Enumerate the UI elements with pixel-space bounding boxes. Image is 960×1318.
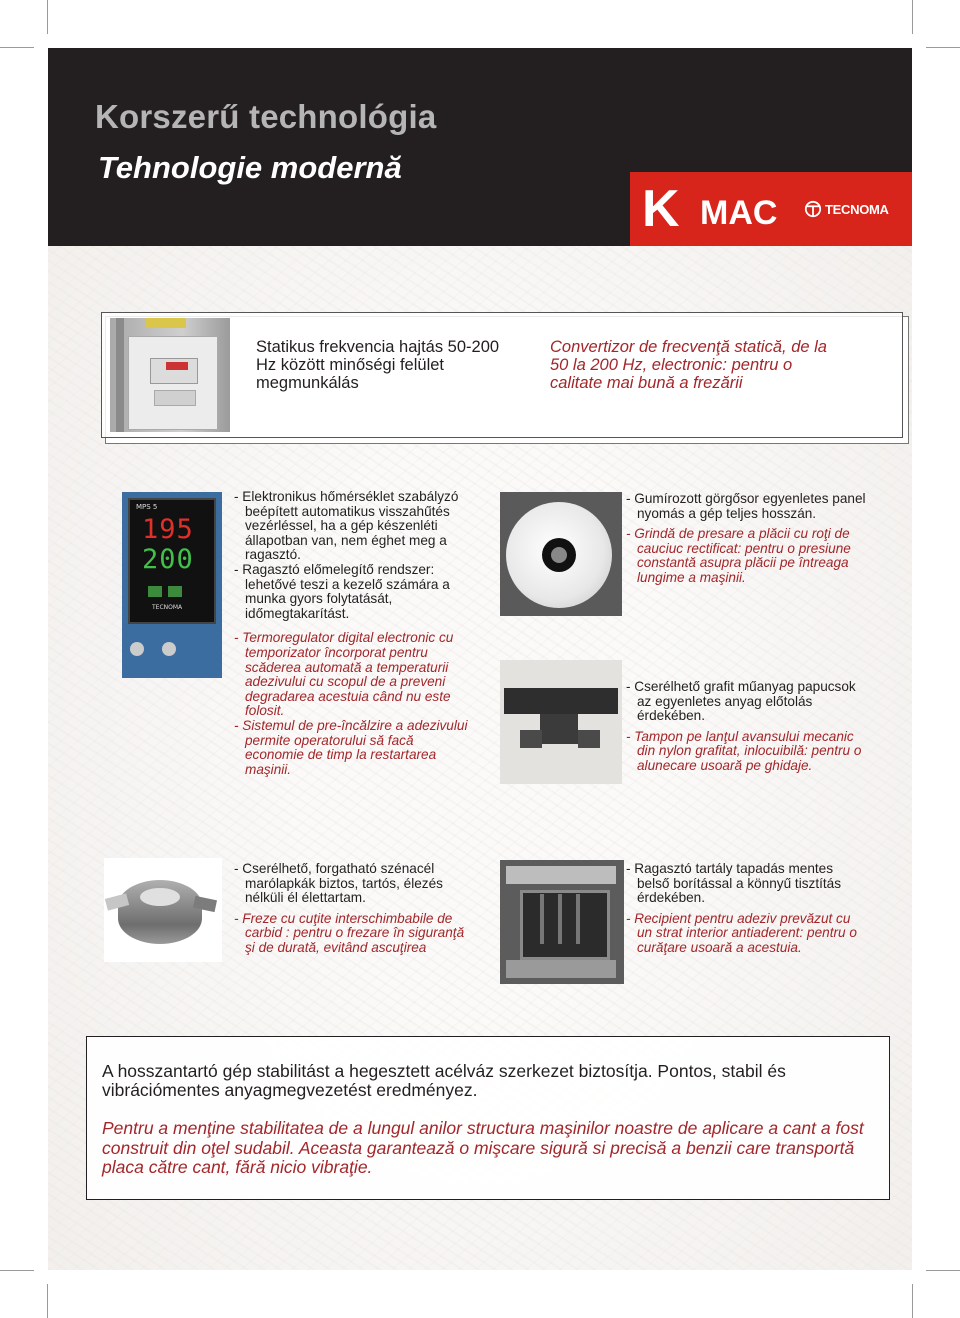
crop-mark xyxy=(926,47,960,48)
graphite-pad-photo xyxy=(500,660,622,784)
pad-ro: - Tampon pe lanţul avansului mecanic din nylon grafitat, inlocuibilă: pentru o alunecare usoară pe ghidaje. xyxy=(626,728,862,773)
crop-mark xyxy=(926,1270,960,1271)
device-model-label: MPS 5 xyxy=(136,503,158,511)
logo-mac: MAC xyxy=(700,194,778,232)
crop-mark xyxy=(912,0,913,34)
temperature-hu-1: - Elektronikus hőmérséklet szabályzó beépített automatikus visszahűtés vezérléssel, ha a gép készenléti állapotban van, nem éghet meg a ragasztó. xyxy=(234,489,459,563)
roller-ro: - Grindă de presare a plăcii cu roţi de cauciuc rectificat: pentru o presiune constantă asupra plăcii pe întreaga lungime a maşinii. xyxy=(626,526,851,585)
header-banner xyxy=(48,48,912,246)
glue-tank-hu: - Ragasztó tartály tapadás mentes belső borítással a könnyű tisztítás érdekében. xyxy=(626,861,842,906)
frequency-converter-photo xyxy=(110,318,230,432)
cutter-ro: - Freze cu cuţite interschimbabile de carbid : pentru o frezare în siguranţă şi de durată, evitând ascuţirea xyxy=(234,910,465,955)
crop-mark xyxy=(0,47,34,48)
frequency-text-ro: Convertizor de frecvenţă statică, de la 50 la 200 Hz, electronic: pentru o calitate mai bună a frezării xyxy=(550,338,827,392)
glue-tank-text xyxy=(626,862,866,956)
tecnoma-logo xyxy=(804,200,889,218)
temperature-ro-1: - Termoregulator digital electronic cu temporizator încorporat pentru scăderea automată a temperaturii adezivului cu scopul de a preveni degradarea acestuia când nu este folosit. xyxy=(234,630,454,719)
pad-hu: - Cserélhető grafit műanyag papucsok az egyenletes anyag előtolás érdekében. xyxy=(626,679,856,724)
glue-tank-photo xyxy=(500,860,624,984)
frame-text-hu: A hosszantartó gép stabilitást a hegesztett acélváz szerkezet biztosítja. Pontos, stabil és vibrációmentes anyagmegvezetést eredményez. xyxy=(102,1061,786,1100)
frame-text-ro: Pentru a menţine stabilitatea de a lungul anilor structura maşinilor noastre de aplicare a cant a fost construit din oţel sudabil. Aceasta garantează o mişcare sigură si precisă a benzii care transportă placa către cant, fără nicio vibraţie. xyxy=(102,1118,864,1177)
tecnoma-emblem-icon xyxy=(804,200,822,218)
kmac-logo xyxy=(630,172,912,246)
title-hungarian: Korszerű technológia xyxy=(95,98,437,135)
crop-mark xyxy=(47,1284,48,1318)
roller-hu: - Gumírozott görgősor egyenletes panel nyomás a gép teljes hosszán. xyxy=(626,491,866,521)
crop-mark xyxy=(912,1284,913,1318)
title-romanian: Tehnologie modernă xyxy=(98,150,402,185)
carbide-cutter-photo xyxy=(104,858,222,962)
display-upper-value: 195 xyxy=(142,514,194,545)
glue-tank-ro: - Recipient pentru adeziv prevăzut cu un strat interior antiaderent: pentru o curăţare usoară a acestuia. xyxy=(626,910,857,955)
pad-text xyxy=(626,680,866,774)
temperature-ro-2: - Sistemul de pre-încălzire a adezivului permite operatorului să facă economie de timp la restartarea maşinii. xyxy=(234,717,468,777)
frequency-text-hu: Statikus frekvencia hajtás 50-200 Hz között minőségi felület megmunkálás xyxy=(256,338,500,392)
temperature-hu-2: - Ragasztó előmelegítő rendszer: lehetővé teszi a kezelő számára a munka gyors folytatását, időmegtakarítást. xyxy=(234,561,450,621)
cutter-text xyxy=(234,862,474,956)
cutter-hu: - Cserélhető, forgatható szénacél marólapkák biztos, tartós, élezés nélküli él élettartam. xyxy=(234,861,443,906)
display-lower-value: 200 xyxy=(142,544,194,575)
temperature-text xyxy=(234,490,474,777)
device-brand-label: TECNOMA xyxy=(152,604,183,611)
temperature-controller-photo xyxy=(122,492,222,678)
crop-mark xyxy=(0,1270,34,1271)
tecnoma-text: TECNOMA xyxy=(825,201,889,217)
crop-mark xyxy=(47,0,48,34)
roller-text xyxy=(626,492,866,586)
brochure-page xyxy=(48,48,912,1270)
logo-letter-k: K xyxy=(642,180,680,238)
rubber-roller-photo xyxy=(500,492,622,616)
